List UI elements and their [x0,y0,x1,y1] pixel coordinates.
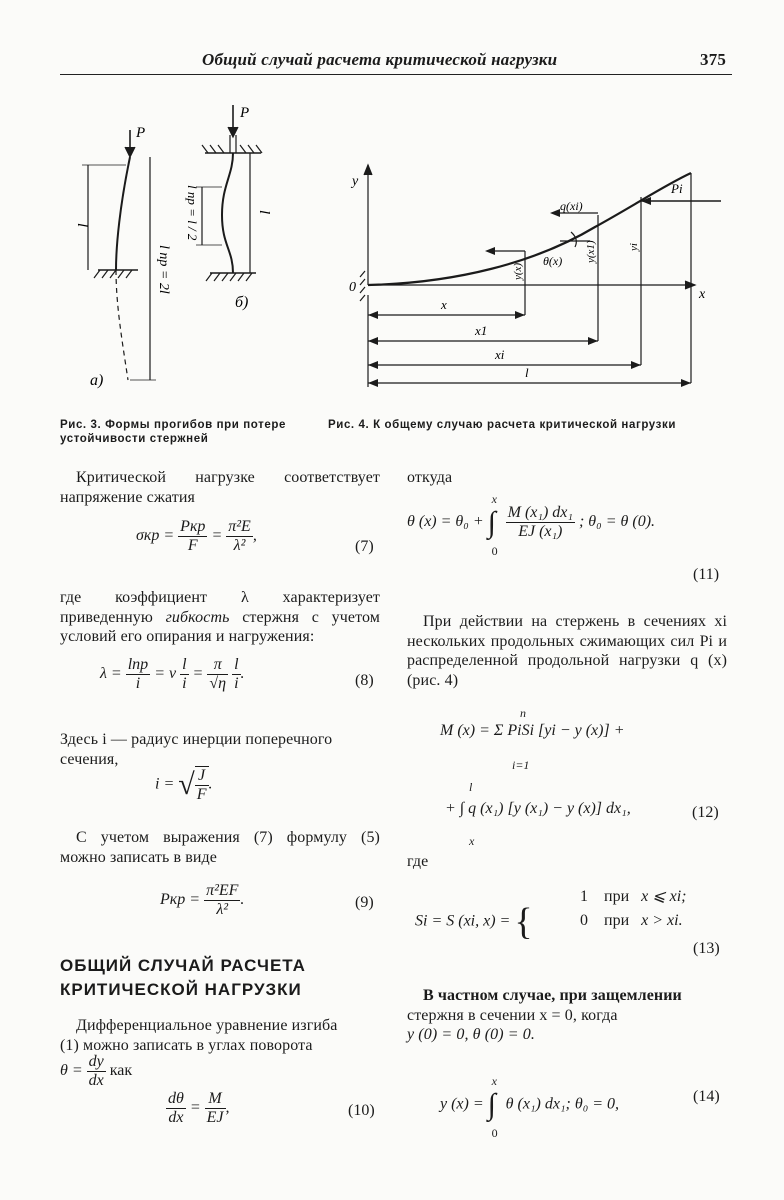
dim-l-label: l [525,365,529,380]
figure-3b-label: б) [235,294,249,311]
y-x1-label: y(x1) [585,240,597,263]
paragraph-2: где коэффициент λ характеризует приведенную гибкость стержня с учетом условий его опирания и нагружения: [60,589,380,645]
equation-9: Pкр = $\frac{\text{π²EF}}{\text{λ²}}$ . [160,882,245,918]
header-rule [60,74,732,75]
equation-radius: i = √ $\frac{J}{F}$ . [155,767,213,803]
load-arrowhead-a [125,147,135,157]
origin-label: 0 [349,280,356,295]
paragraph-4: С учетом выражения (7) формулу (5) можно записать в виде [60,829,380,866]
paragraph-3: Здесь i — радиус инерции поперечного сечения, [60,731,333,768]
q-xi-label: q(xi) [560,199,583,213]
lpr-label-a: l пр = 2l [156,245,171,294]
equation-14-number: (14) [693,1088,720,1105]
pi-label: Pi [671,181,683,196]
equation-8: λ = $\frac{\text{lпр}}{i}$ = ν $\frac{l}{i}$ = $\frac{\pi}{√\eta}$ $\frac{l}{i}$ . [100,656,245,692]
equation-11: θ (x) = θ₀ + ∫ x 0 $\frac{\text{M (x₁) dx₁}}{\text{EJ (x₁)}}$ ; θ₀ = θ (0). [407,491,656,558]
axis-x-label: x [699,287,706,302]
mirror-deflection-a [116,270,128,380]
theta-x-label: θ(x) [543,254,563,268]
load-label-b: P [240,105,250,121]
dim-xi-label: xi [495,347,505,362]
equation-12-line-2: + ∫ q (x₁) [y (x₁) − y (x)] dx₁, l x [445,780,631,848]
running-title: Общий случай расчета критической нагрузки [202,50,558,69]
figure-3-caption: Рис. 3. Формы прогибов при потере устойчивости стержней [60,419,286,445]
equation-7: σкр = $\frac{\text{Pкр}}{F}$ = $\frac{\text{π²E}}{\text{λ²}}$ , [136,518,257,554]
otkuda: откуда [407,469,453,486]
equation-13: Si = S (xi, x) = { [415,901,533,943]
figure-4 [335,155,735,390]
equation-13-case-2: 0 при x > xi. [580,912,683,929]
equation-8-number: (8) [355,672,374,689]
lpr-label-b: l пр = l / 2 [185,185,200,241]
equation-10: $\frac{d\theta}{dx}$ = $\frac{M}{EJ}$ , [168,1090,230,1126]
paragraph-1: Критической нагрузке соответствует напряжение сжатия [60,469,380,506]
gde: где [407,853,429,870]
length-label-a: l [74,223,90,228]
equation-12-line-1: M (x) = Σ PiSi [yi − y (x)] + n i=1 [440,706,625,772]
equation-13-case-1: 1 при x ⩽ xi; [580,888,687,905]
figure-3a-label: а) [90,372,104,389]
paragraph-5: Дифференциальное уравнение изгиба (1) можно записать в углах поворота [60,1017,338,1054]
theta-definition: θ = $\frac{dy}{dx}$ как [60,1053,133,1089]
section-heading: ОБЩИЙ СЛУЧАЙ РАСЧЕТА КРИТИЧЕСКОЙ НАГРУЗКИ [60,956,306,999]
equation-10-number: (10) [348,1102,375,1119]
equation-12-number: (12) [692,804,719,821]
support-hatching-a [94,270,132,278]
equation-7-number: (7) [355,538,374,555]
deflection-curve [368,173,691,285]
deflected-column-b [222,153,233,273]
dim-x1-label: x1 [475,323,488,338]
paragraph-7: В частном случае, при защемлении стержня в сечении x = 0, когда y (0) = 0, θ (0) = 0. [407,987,682,1043]
y-x-label: y(x) [512,262,524,280]
load-label-a: P [136,125,146,141]
figure-3 [60,95,290,395]
equation-14: y (x) = ∫ x 0 θ (x₁) dx₁; θ₀ = 0, [440,1074,620,1140]
yi-label: yi [628,243,640,251]
wall-hatching [360,271,365,301]
length-label-b: l [256,210,272,215]
equation-9-number: (9) [355,894,374,911]
page-number: 375 [700,50,727,69]
figure-4-caption: Рис. 4. К общему случаю расчета критической нагрузки [328,419,676,431]
equation-13-number: (13) [693,940,720,957]
dim-x-label: x [441,297,447,312]
paragraph-6: При действии на стержень в сечениях xi нескольких продольных сжимающих сил Pi и распределенной продольной нагрузки q (x) (рис. 4) [407,613,727,689]
axis-y-label: y [352,174,359,189]
deflected-column-a [116,157,130,270]
equation-11-number: (11) [693,566,720,583]
